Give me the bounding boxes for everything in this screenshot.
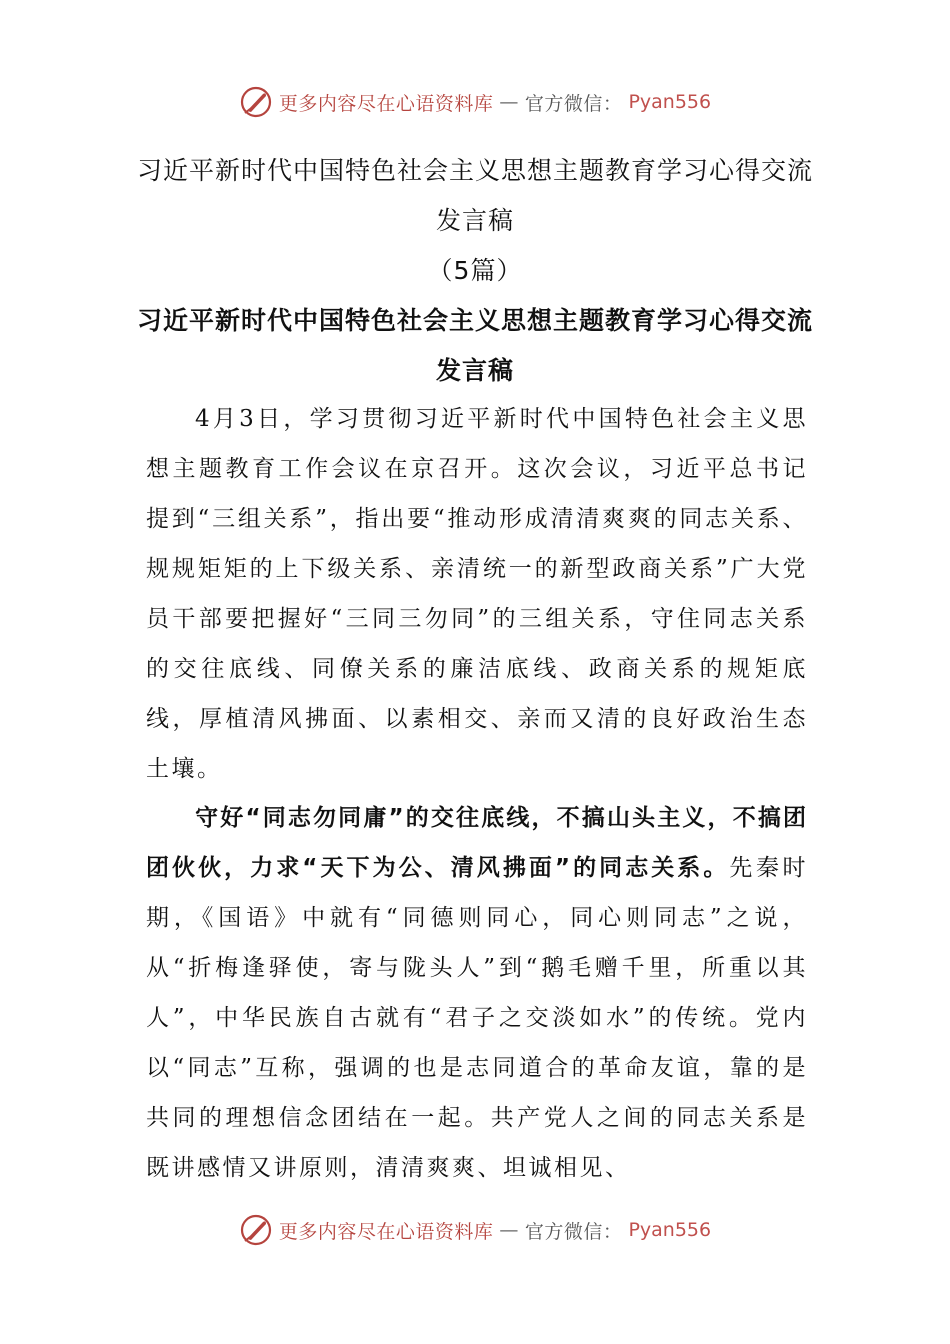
section-heading-lead: 守好“同志勿同庸”的交往底线，不搞山头主义，不搞团团伙伙，力求“天下为公、清风拂面”的同志关系。: [146, 805, 808, 881]
watermark-dash: —: [499, 91, 519, 113]
watermark-wechat-id: Pyan556: [628, 1219, 712, 1241]
document-title: 习近平新时代中国特色社会主义思想主题教育学习心得交流发言稿: [136, 156, 813, 235]
watermark-dash: —: [499, 1219, 519, 1241]
watermark-wechat-id: Pyan556: [628, 91, 712, 113]
document-subtitle: 习近平新时代中国特色社会主义思想主题教育学习心得交流发言稿: [136, 306, 813, 385]
paragraph-2-body: 先秦时期，《国语》中就有“同德则同心，同心则同志”之说，从“折梅逢驿使，寄与陇头人”到“鹅毛赠千里，所重以其人”，中华民族自古就有“君子之交淡如水”的传统。党内以“同志”互称，强调的也是志同道合的革命友谊，靠的是共同的理想信念团结在一起。共产党人之间的同志关系是既讲感情又讲原则，清清爽爽、坦诚相见、: [146, 855, 809, 1181]
watermark-label: 官方微信：: [524, 1220, 623, 1243]
body-paragraph-1: 4月3日，学习贯彻习近平新时代中国特色社会主义思想主题教育工作会议在京召开。这次会议，习近平总书记提到“三组关系”，指出要“推动形成清清爽爽的同志关系、规规矩矩的上下级关系、亲清统一的新型政商关系”广大党员干部要把握好“三同三勿同”的三组关系，守住同志关系的交往底线、同僚关系的廉洁底线、政商关系的规矩底线，厚植清风拂面、以素相交、亲而又清的良好政治生态土壤。: [146, 406, 808, 782]
quill-logo-icon: [239, 85, 273, 119]
document-count: （5篇）: [427, 256, 523, 285]
watermark-header: [0, 82, 950, 122]
watermark-footer: [0, 1210, 950, 1250]
watermark-label: 官方微信：: [524, 92, 623, 115]
quill-logo-icon: [239, 1213, 273, 1247]
watermark-main-text: 更多内容尽在心语资料库: [278, 92, 494, 115]
watermark-main-text: 更多内容尽在心语资料库: [278, 1220, 494, 1243]
body-paragraph-2: [146, 793, 808, 1193]
